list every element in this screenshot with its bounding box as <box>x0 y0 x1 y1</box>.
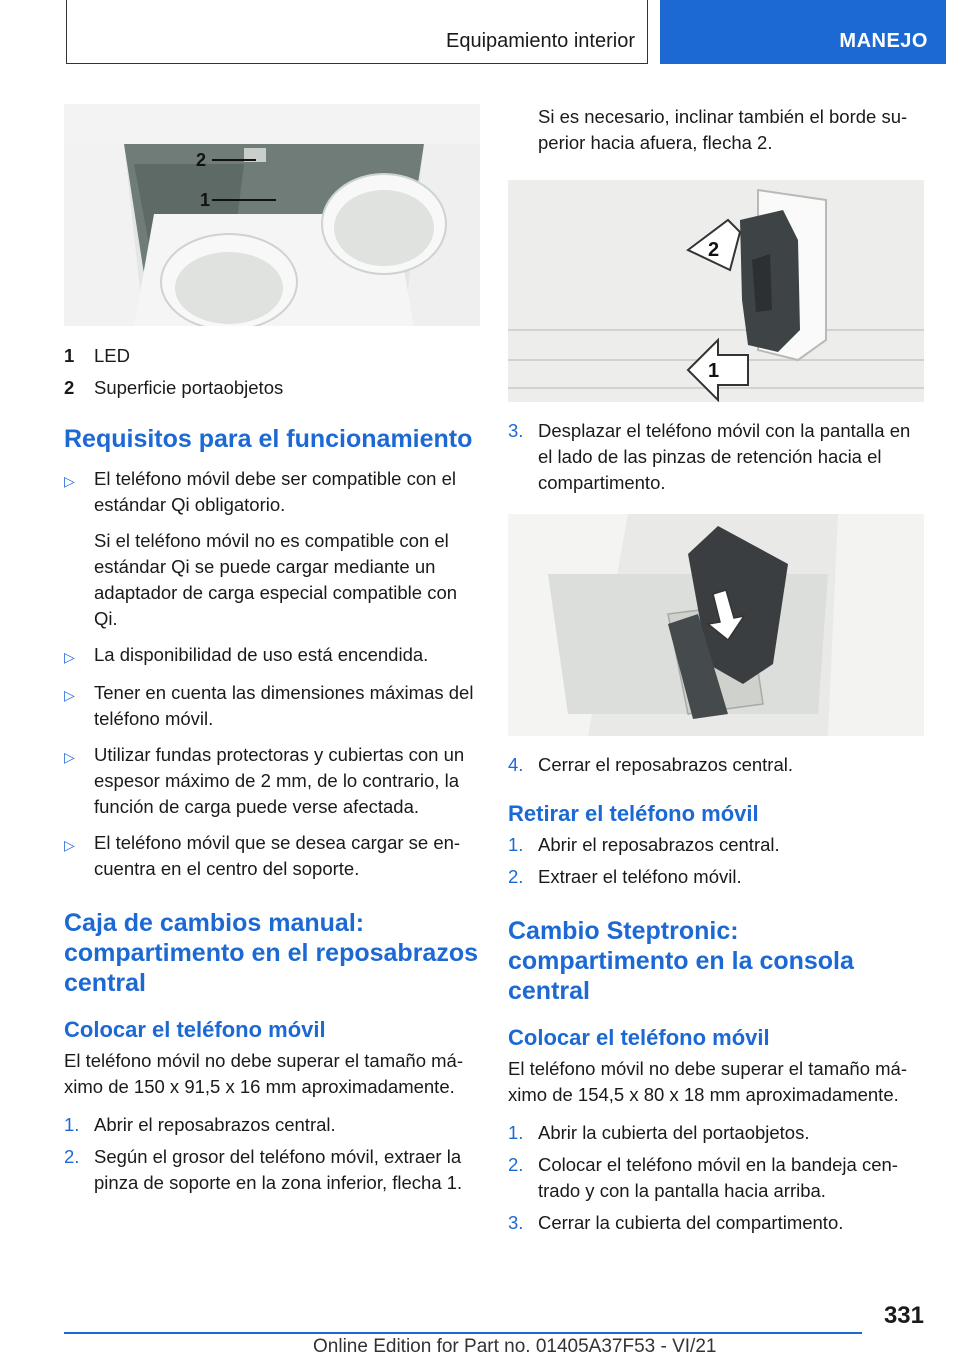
header-section: MANEJO <box>839 30 928 52</box>
figure-callout-1: 1 <box>200 190 211 210</box>
left-column <box>64 104 480 1202</box>
step-item: 2. Colocar el teléfono móvil en la bandeja cen‐trado y con la pantalla hacia arriba. <box>508 1154 898 1201</box>
footer-divider <box>64 1332 862 1334</box>
cupholder-figure <box>64 104 480 326</box>
heading-requisitos: Requisitos para el funcionamiento <box>64 425 473 453</box>
heading-colocar: Colocar el teléfono móvil <box>64 1017 326 1042</box>
clip-figure <box>508 180 924 402</box>
step-item: 1. Abrir el reposabrazos central. <box>64 1114 336 1135</box>
triangle-bullet-icon: ▷ <box>64 837 75 853</box>
figure-legend <box>64 340 480 404</box>
step-item: 3. Cerrar la cubierta del compartimento. <box>508 1212 844 1233</box>
step-continuation: Si es necesario, inclinar también el borde su‐perior hacia afuera, flecha 2. <box>538 106 908 153</box>
legend-item: 2 Superficie portaobjetos <box>64 377 284 398</box>
header-title-box <box>66 0 648 64</box>
triangle-bullet-icon: ▷ <box>64 473 75 489</box>
right-column <box>508 104 924 1242</box>
bullet-item: ▷ Utilizar fundas protectoras y cubiertas con un espesor máximo de 2 mm, de lo contrario, la función de carga puede verse afectada. <box>64 742 480 820</box>
bullet-subtext: Si el teléfono móvil no es compatible con el estándar Qi se puede cargar mediante un adaptador de carga especial compatible con Qi. <box>94 530 458 629</box>
step-item: 3. Desplazar el teléfono móvil con la pantalla en el lado de las pinzas de retención hacia el compartimento. <box>508 420 911 493</box>
heading-retirar: Retirar el teléfono móvil <box>508 801 759 826</box>
figure-callout-1: 1 <box>708 360 720 382</box>
step-item: 2. Según el grosor del teléfono móvil, extraer la pinza de soporte en la zona inferior, flecha 1. <box>64 1146 463 1193</box>
heading-caja-cambios: Caja de cambios manual: compartimento en el reposabrazos central <box>64 909 479 997</box>
page-number: 331 <box>883 1302 924 1329</box>
triangle-bullet-icon: ▷ <box>64 649 75 665</box>
paragraph-colocar-2: El teléfono móvil no debe superar el tamaño má‐ximo de 154,5 x 80 x 18 mm aproximadamente. <box>508 1058 907 1105</box>
step-item: 4. Cerrar el reposabrazos central. <box>508 754 793 775</box>
header-title: Equipamiento interior <box>446 30 635 52</box>
bullet-item: ▷ La disponibilidad de uso está encendida. <box>64 642 480 670</box>
heading-cambio-steptronic: Cambio Steptronic: compartimento en la consola central <box>508 917 854 1005</box>
footer-edition: Online Edition for Part no. 01405A37F53 - VI/21 <box>313 1336 717 1357</box>
bullet-item: ▷ Tener en cuenta las dimensiones máximas del teléfono móvil. <box>64 680 480 732</box>
step-item: 1. Abrir la cubierta del portaobjetos. <box>508 1122 810 1143</box>
heading-colocar-2: Colocar el teléfono móvil <box>508 1025 770 1050</box>
triangle-bullet-icon: ▷ <box>64 687 75 703</box>
phone-insert-figure <box>508 514 924 736</box>
step-item: 2. Extraer el teléfono móvil. <box>508 866 742 887</box>
figure-callout-2: 2 <box>196 150 207 170</box>
figure-callout-2: 2 <box>708 239 720 261</box>
bullet-item: ▷ El teléfono móvil debe ser compatible con el estándar Qi obligatorio. <box>64 466 480 518</box>
bullet-item: ▷ El teléfono móvil que se desea cargar se en‐cuentra en el centro del soporte. <box>64 830 480 882</box>
step-item: 1. Abrir el reposabrazos central. <box>508 834 780 855</box>
paragraph-colocar: El teléfono móvil no debe superar el tamaño má‐ximo de 150 x 91,5 x 16 mm aproximadamente. <box>64 1050 463 1097</box>
legend-item: 1 LED <box>64 345 130 366</box>
triangle-bullet-icon: ▷ <box>64 749 75 765</box>
header-section-tab <box>660 0 946 64</box>
